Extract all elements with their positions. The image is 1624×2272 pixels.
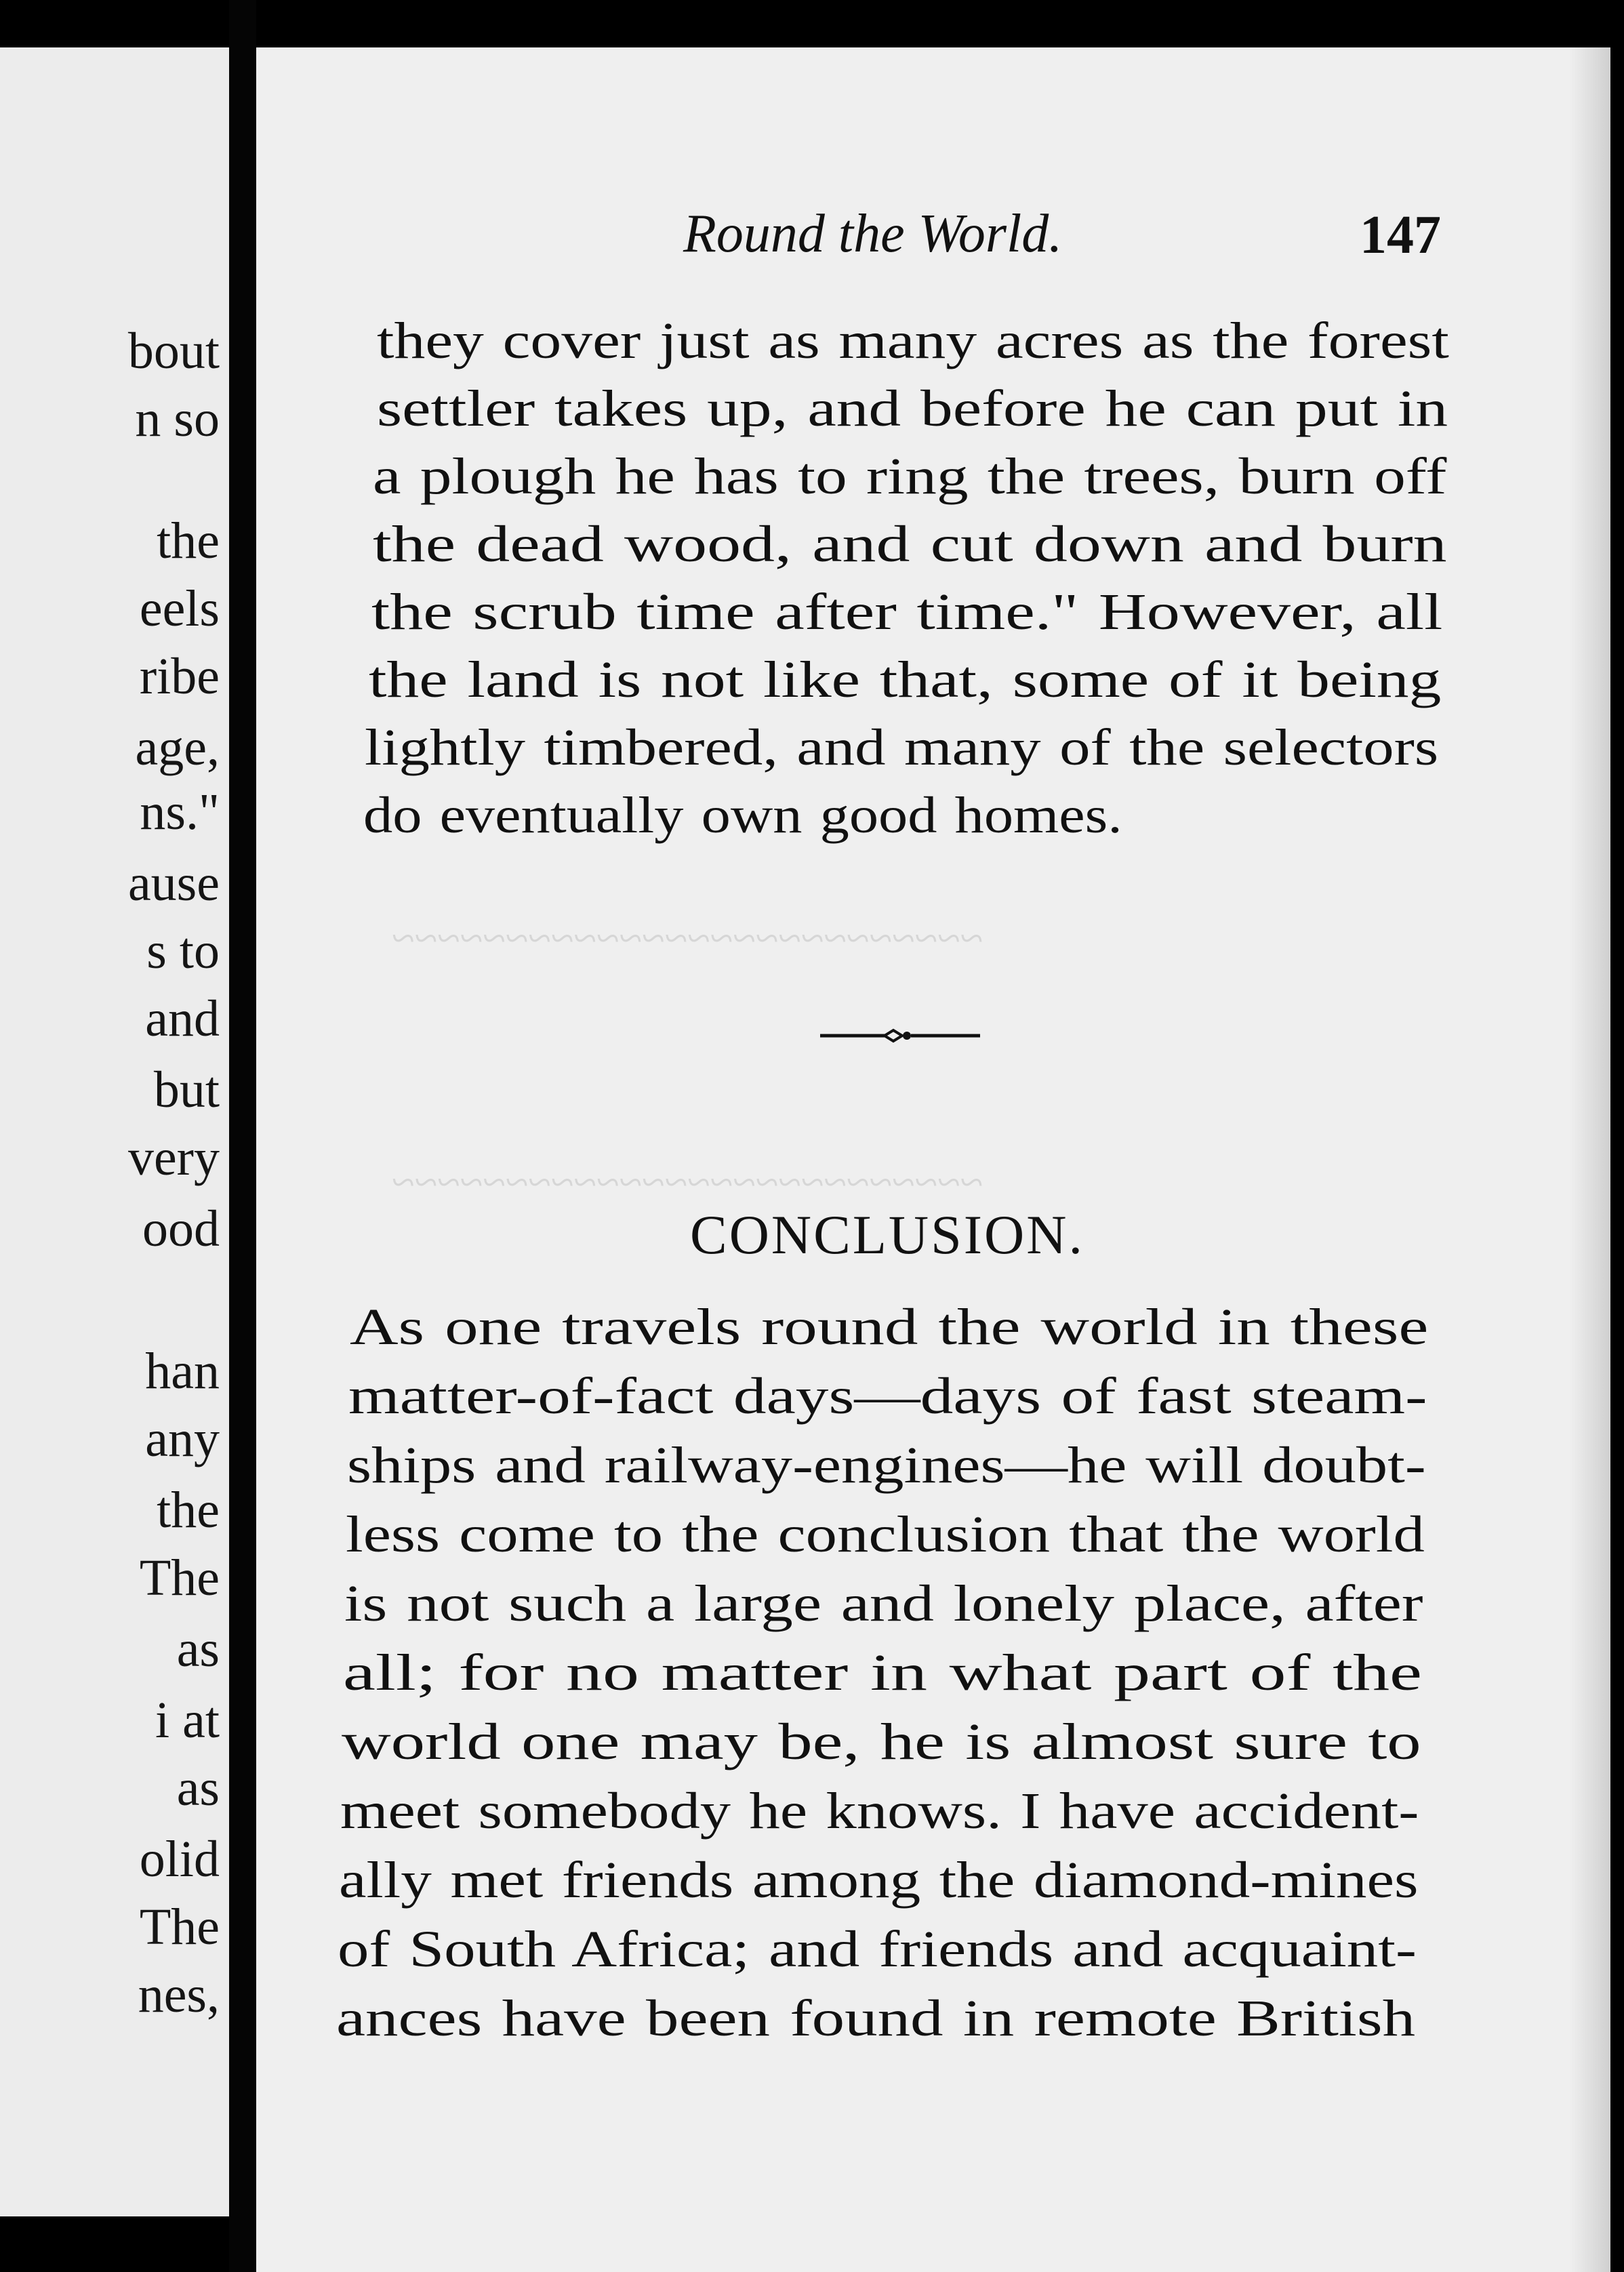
text-line: they cover just as many acres as the forest <box>377 312 1449 369</box>
text-line: the scrub time after time." However, all <box>371 584 1443 641</box>
text-line: ally met friends among the diamond-mines <box>339 1852 1419 1909</box>
left-page-fragment: s to <box>146 922 220 979</box>
book-gutter <box>229 0 256 2272</box>
text-line: settler takes up, and before he can put in <box>377 380 1448 437</box>
left-page-fragment: i at <box>155 1692 220 1749</box>
text-line: world one may be, he is almost sure to <box>342 1713 1421 1770</box>
text-line: less come to the conclusion that the world <box>346 1506 1425 1563</box>
left-page-fragment: age, <box>135 719 220 776</box>
text-line: all; for no matter in what part of the <box>343 1644 1422 1701</box>
text-line: ships and railway-engines—he will doubt- <box>347 1437 1426 1494</box>
text-line: of South Africa; and friends and acquaint- <box>338 1921 1417 1978</box>
text-line: is not such a large and lonely place, after <box>344 1575 1423 1632</box>
left-page-fragment: n so <box>135 390 220 447</box>
left-page-fragment: han <box>145 1343 220 1400</box>
left-page-fragment: very <box>127 1129 220 1186</box>
page-edge-shadow <box>1570 47 1610 2272</box>
book-page <box>256 47 1610 2272</box>
left-page-fragment: but <box>153 1061 220 1118</box>
left-page-fragment: The <box>139 1549 220 1606</box>
left-page-fragment: ood <box>142 1200 220 1257</box>
section-divider-ornament <box>820 1022 980 1049</box>
show-through-text: ~~~~~~~~~~~~~~~~~~~~~~~~~~ <box>392 916 983 962</box>
left-page-fragment: nes, <box>138 1966 220 2023</box>
left-page-fragment: bout <box>127 323 220 380</box>
left-page-fragment: ns." <box>140 784 220 840</box>
show-through-text: ~~~~~~~~~~~~~~~~~~~~~~~~~~ <box>392 1160 983 1206</box>
left-page-fragment: the <box>157 512 220 569</box>
left-page-fragment: ribe <box>139 648 220 705</box>
text-line: the dead wood, and cut down and burn <box>373 516 1447 573</box>
page-number: 147 <box>1360 205 1441 265</box>
running-title: Round the World. <box>683 204 1063 264</box>
text-line: lightly timbered, and many of the selectors <box>365 719 1439 776</box>
left-page-fragment: the <box>157 1482 220 1539</box>
left-page-fragment: The <box>139 1899 220 1955</box>
left-page-fragment: any <box>145 1411 220 1467</box>
text-line: a plough he has to ring the trees, burn off <box>373 448 1447 505</box>
text-line: ances have been found in remote British <box>336 1990 1416 2047</box>
left-page-fragment: ause <box>127 855 220 912</box>
left-page-fragment: eels <box>139 580 220 637</box>
left-page-fragment: and <box>145 990 220 1047</box>
left-page-fragment: as <box>176 1621 220 1678</box>
text-line: matter-of-fact days—days of fast steam- <box>348 1368 1427 1425</box>
left-facing-page <box>0 47 229 2216</box>
text-line: meet somebody he knows. I have accident- <box>340 1783 1419 1840</box>
text-line: As one travels round the world in these <box>350 1299 1429 1356</box>
text-line: do eventually own good homes. <box>363 787 1122 844</box>
left-page-fragment: olid <box>139 1831 220 1888</box>
section-heading: CONCLUSION. <box>690 1204 1084 1265</box>
text-line: the land is not like that, some of it being <box>369 651 1442 708</box>
left-page-fragment: as <box>176 1760 220 1817</box>
